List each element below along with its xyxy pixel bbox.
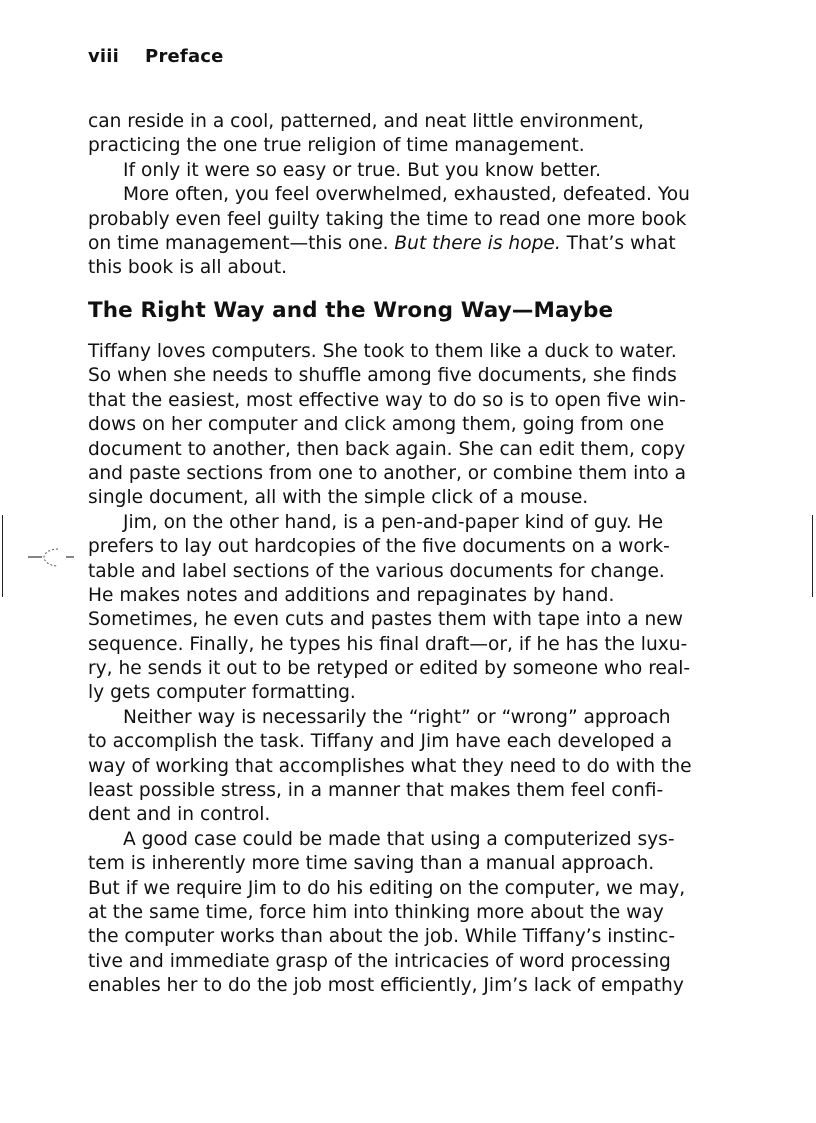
section-paragraphs: [88, 340, 738, 999]
intro-paragraphs: [88, 110, 738, 281]
section-heading: The Right Way and the Wrong Way—Maybe: [88, 298, 614, 323]
text-line: sequence. Finally, he types his final draft—or, if he has the luxu-: [88, 633, 688, 655]
text-line: document to another, then back again. She can edit them, copy: [88, 438, 686, 460]
text-line: More often, you feel overwhelmed, exhausted, defeated. You: [123, 184, 690, 206]
text-line: dent and in control.: [88, 804, 271, 826]
text-line: and paste sections from one to another, or combine them into a: [88, 462, 686, 484]
text-line: probably even feel guilty taking the time to read one more book: [88, 208, 687, 230]
text-line: dows on her computer and click among them, going from one: [88, 414, 665, 436]
text-line: table and label sections of the various documents for change.: [88, 560, 665, 582]
text-line: single document, all with the simple click of a mouse.: [88, 487, 589, 509]
text-line-start: on time management—this one.: [88, 232, 395, 254]
text-line: tive and immediate grasp of the intricacies of word processing: [88, 950, 671, 972]
text-line-end: That’s what: [560, 232, 676, 254]
text-line: to accomplish the task. Tiffany and Jim have each developed a: [88, 731, 673, 753]
text-line: least possible stress, in a manner that makes them feel confi-: [88, 780, 664, 802]
text-line: can reside in a cool, patterned, and neat little environment,: [88, 111, 644, 132]
text-line: Jim, on the other hand, is a pen-and-paper kind of guy. He: [123, 511, 664, 533]
text-line: enables her to do the job most efficiently, Jim’s lack of empathy: [88, 975, 684, 997]
text-line: A good case could be made that using a computerized sys-: [123, 828, 675, 850]
text-line: Sometimes, he even cuts and pastes them with tape into a new: [88, 609, 683, 631]
text-line: practicing the one true religion of time management.: [88, 135, 585, 157]
text-line: Tiffany loves computers. She took to them like a duck to water.: [88, 341, 677, 362]
text-line: Neither way is necessarily the “right” or “wrong” approach: [123, 706, 671, 728]
text-line: tem is inherently more time saving than a manual approach.: [88, 853, 655, 875]
text-line: that the easiest, most effective way to do so is to open five win-: [88, 389, 686, 411]
page-number: viii: [88, 46, 120, 67]
text-line: So when she needs to shuffle among five documents, she finds: [88, 365, 677, 387]
text-line: But if we require Jim to do his editing on the computer, we may,: [88, 877, 686, 899]
text-line: this book is all about.: [88, 257, 288, 279]
text-line: ry, he sends it out to be retyped or edited by someone who real-: [88, 658, 691, 680]
running-head: [88, 46, 224, 67]
text-line: at the same time, force him into thinking more about the way: [88, 901, 664, 923]
text-line: If only it were so easy or true. But you know better.: [123, 159, 602, 181]
text-line: [88, 232, 738, 256]
text-line: He makes notes and additions and repaginates by hand.: [88, 584, 615, 606]
text-line: ly gets computer formatting.: [88, 682, 356, 704]
emphasis-text: But there is hope.: [394, 232, 561, 254]
registration-mark-icon: [28, 543, 80, 573]
crop-mark-right: [812, 515, 813, 597]
text-line: the computer works than about the job. While Tiffany’s instinc-: [88, 926, 676, 948]
running-head-title: Preface: [145, 46, 224, 67]
crop-mark-left: [2, 515, 3, 597]
text-line: way of working that accomplishes what they need to do with the: [88, 755, 692, 777]
text-line: prefers to lay out hardcopies of the five documents on a work-: [88, 536, 670, 558]
